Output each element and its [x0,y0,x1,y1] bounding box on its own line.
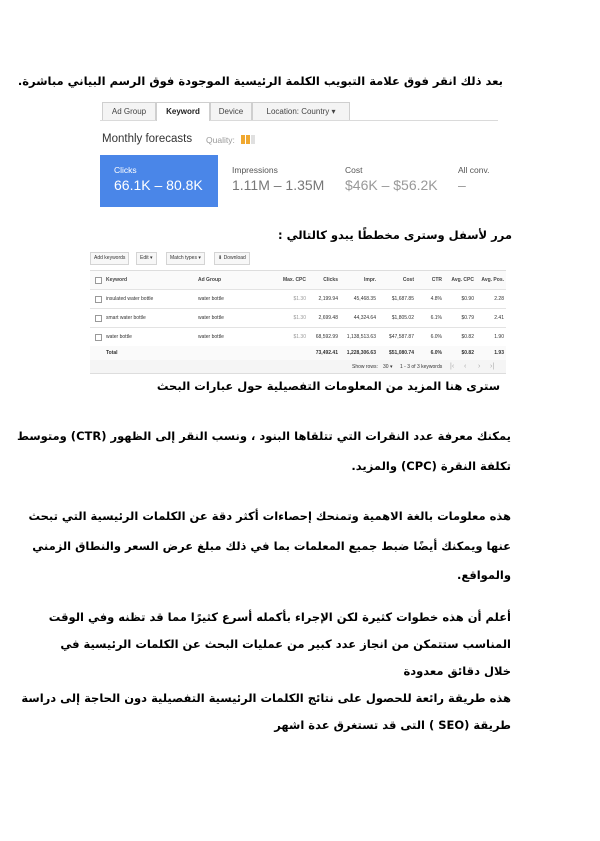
cell-avg-pos: 2.28 [494,296,504,302]
keyword-table [90,270,506,356]
paragraph-5-line-2: عنها ويمكنك أيضًا ضبط جميع المعلمات بما في ذلك مبلغ عرض السعر والنطاق الزمني [32,539,511,553]
cell-clicks: 2,199.94 [318,296,338,302]
quality-bar-2 [246,135,250,144]
cell-max-cpc[interactable]: $1.30 [293,334,306,340]
metric-impressions-label: Impressions [232,165,278,175]
header-avg-cpc[interactable]: Avg. CPC [451,277,474,283]
metric-all-conv[interactable] [444,155,498,207]
select-all-checkbox[interactable] [95,277,102,284]
prev-page-icon[interactable]: ‹ [464,363,467,370]
row-checkbox[interactable] [95,296,102,303]
quality-label: Quality: [206,135,235,145]
instruction-text-1: بعد ذلك انقر فوق علامة التبويب الكلمة الرئيسية الموجودة فوق الرسم البياني مباشرة. [17,74,503,88]
cell-ad-group[interactable]: water bottle [198,315,224,321]
cell-clicks: 68,592.99 [315,334,338,340]
header-ctr[interactable]: CTR [431,277,442,283]
cell-avg-cpc: $0.90 [461,296,474,302]
metric-cost-value: $46K – $56.2K [345,177,438,193]
cell-ctr: 6.0% [430,334,442,340]
pagination-range: 1 - 3 of 3 keywords [400,364,443,370]
match-types-dropdown[interactable]: Match types ▾ [166,252,205,265]
cell-cost: $1,805.02 [391,315,414,321]
row-checkbox[interactable] [95,334,102,341]
cell-avg-cpc: $0.79 [461,315,474,321]
forecast-screenshot [100,100,498,210]
paragraph-6-line-3: خلال دقائق معدودة [403,664,511,678]
cell-total-label: Total [106,350,118,356]
last-page-icon[interactable]: ›| [490,363,495,370]
header-max-cpc[interactable]: Max. CPC [282,277,306,283]
header-cost[interactable]: Cost [402,277,414,283]
metric-clicks-value: 66.1K – 80.8K [114,177,203,193]
rows-per-page-select[interactable]: 30 ▾ [383,364,393,370]
header-keyword[interactable]: Keyword [106,277,128,283]
cell-ctr: 6.1% [430,315,442,321]
cell-avg-pos: 2.41 [494,315,504,321]
next-page-icon[interactable]: › [478,363,481,370]
cell-total-avg-pos: 1.93 [494,350,504,356]
cell-keyword: insulated water bottle [106,296,154,302]
paragraph-5-line-1: هذه معلومات بالغة الاهمية وتمنحك إحصاءات أكثر دقة عن الكلمات الرئيسية التي تبحث [28,509,511,523]
cell-keyword: smart water bottle [106,315,146,321]
metric-clicks-label: Clicks [114,165,137,175]
metric-cost-label: Cost [345,165,363,175]
cell-impr: 44,324.64 [353,315,376,321]
metric-cost[interactable] [331,155,447,207]
header-impr[interactable]: Impr. [364,277,376,283]
paragraph-6-line-1: أعلم أن هذه خطوات كثيرة لكن الإجراء بأكمله أسرع كثيرًا مما قد تظنه وفي الوقت [48,610,511,624]
quality-bar-3 [251,135,255,144]
table-row[interactable] [90,289,506,309]
edit-dropdown[interactable]: Edit ▾ [136,252,157,265]
table-header [90,271,506,290]
download-button[interactable]: ⬇ Download [214,252,250,265]
cell-total-avg-cpc: $0.82 [461,350,474,356]
tab-location[interactable]: Location: Country ▾ [252,102,350,120]
header-clicks[interactable]: Clicks [323,277,338,283]
tab-device[interactable]: Device [210,102,252,120]
cell-total-impr: 1,228,306.63 [346,350,376,356]
cell-avg-cpc: $0.82 [461,334,474,340]
cell-avg-pos: 1.90 [494,334,504,340]
tab-bar [100,100,498,121]
cell-ad-group[interactable]: water bottle [198,296,224,302]
tab-keyword[interactable]: Keyword [156,102,210,121]
header-ad-group[interactable]: Ad Group [198,277,222,283]
header-avg-pos[interactable]: Avg. Pos. [481,277,504,283]
metric-impressions[interactable] [218,155,336,207]
metric-clicks[interactable] [100,155,218,207]
paragraph-3: سترى هنا المزيد من المعلومات التفصيلية حول عبارات البحث [156,379,500,393]
quality-bar-1 [241,135,245,144]
paragraph-4-line-1: يمكنك معرفة عدد النقرات التي تتلقاها البنود ، ونسب النقر إلى الظهور (CTR) ومتوسط [17,429,511,443]
cell-total-clicks: 73,492.41 [315,350,338,356]
table-row[interactable] [90,308,506,328]
cell-impr: 45,468.35 [353,296,376,302]
first-page-icon[interactable]: |‹ [450,363,455,370]
paragraph-6-line-2: المناسب ستتمكن من انجاز عدد كبير من عمليات البحث عن الكلمات الرئيسية في [60,637,511,651]
metric-all-conv-label: All conv. [458,165,490,175]
tab-ad-group[interactable]: Ad Group [102,102,156,120]
paragraph-5-line-3: والمواقع. [456,568,511,582]
cell-total-cost: $51,080.74 [388,350,414,356]
paragraph-4-line-2: تكلفة النقرة (CPC) والمزيد. [351,459,511,473]
table-total-row [90,346,506,361]
paragraph-7-line-1: هذه طريقة رائعة للحصول على نتائج الكلمات الرئيسية التفصيلية دون الحاجة إلى دراسة [21,691,511,705]
metric-impressions-value: 1.11M – 1.35M [232,177,325,193]
paragraph-7-line-2: طريقة (SEO ) التى قد تستغرق عدة اشهر [274,718,511,732]
cell-clicks: 2,699.48 [318,315,338,321]
cell-ad-group[interactable]: water bottle [198,334,224,340]
cell-max-cpc[interactable]: $1.30 [293,296,306,302]
table-footer [90,360,506,374]
row-checkbox[interactable] [95,315,102,322]
table-row[interactable] [90,327,506,347]
show-rows-label: Show rows: [352,364,378,370]
cell-total-ctr: 6.0% [430,350,442,356]
cell-cost: $1,687.85 [391,296,414,302]
cell-keyword: water bottle [106,334,132,340]
add-keywords-button[interactable]: Add keywords [90,252,129,265]
cell-max-cpc[interactable]: $1.30 [293,315,306,321]
cell-impr: 1,138,513.63 [346,334,376,340]
cell-ctr: 4.8% [430,296,442,302]
keyword-table-screenshot [90,250,506,376]
instruction-text-2: مرر لأسفل وسترى مخططًا يبدو كالتالي : [278,228,512,242]
metric-all-conv-value: – [458,177,466,193]
cell-cost: $47,587.87 [388,334,414,340]
forecast-title: Monthly forecasts [102,133,193,145]
